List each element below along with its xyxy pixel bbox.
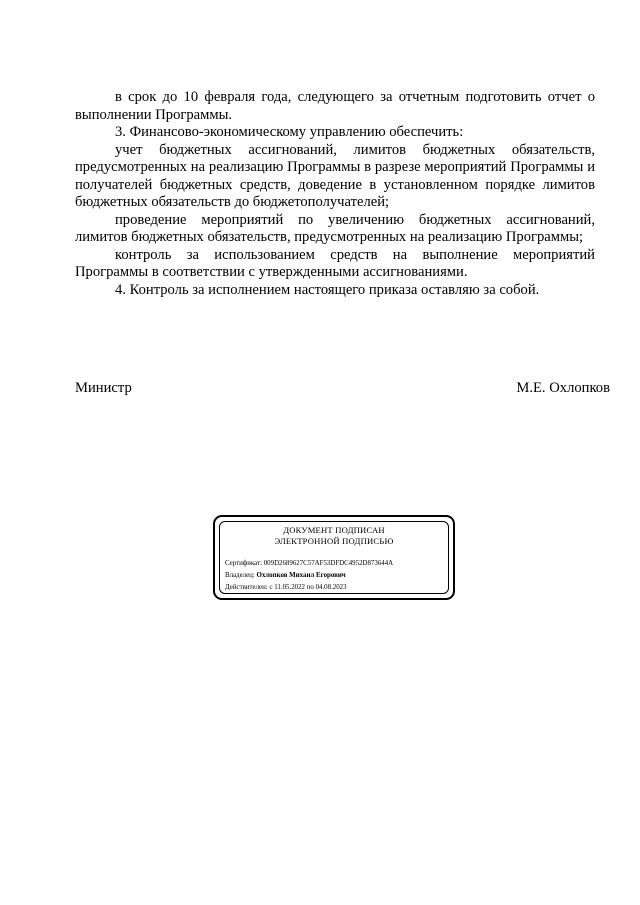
signatory-name: М.Е. Охлопков xyxy=(516,380,610,396)
paragraph-item-3-heading: 3. Финансово-экономическому управлению обеспечить: xyxy=(115,124,464,140)
stamp-certificate-value: 009D2689627C57AF53DFDC4952D873644A xyxy=(263,560,394,567)
paragraph-budget-accounting: учет бюджетных ассигнований, лимитов бюджетных обязательств, предусмотренных на реализацию Программы в разрезе мероприятий Программы и получателей бюджетных средств, доведение в установленном порядке лимитов бюджетных обязательств до бюджетополучателей; xyxy=(75,141,595,210)
stamp-title-line1: ДОКУМЕНТ ПОДПИСАН xyxy=(283,525,385,535)
document-body xyxy=(75,89,595,299)
stamp-certificate-label: Сертификат: xyxy=(225,560,262,567)
stamp-certificate xyxy=(225,560,393,568)
stamp-validity-value: с 11.05.2022 по 04.08.2023 xyxy=(269,584,347,591)
stamp-title-line2: ЭЛЕКТРОННОЙ ПОДПИСЬЮ xyxy=(274,536,394,546)
stamp-owner-label: Владелец: xyxy=(225,572,255,579)
electronic-signature-stamp xyxy=(213,515,455,600)
paragraph-report-deadline: в срок до 10 февраля года, следующего за отчетным подготовить отчет о выполнении Программы. xyxy=(75,89,595,123)
paragraph-item-4-control: 4. Контроль за исполнением настоящего приказа оставляю за собой. xyxy=(115,281,540,298)
paragraph-control-of-funds: контроль за использованием средств на выполнение мероприятий Программы в соответствии с утвержденными ассигнованиями. xyxy=(75,246,595,280)
paragraph-increase-appropriations: проведение мероприятий по увеличению бюджетных ассигнований, лимитов бюджетных обязательств, предусмотренных на реализацию Программы; xyxy=(75,211,595,245)
stamp-validity-label: Действителен: xyxy=(225,584,268,591)
stamp-owner xyxy=(225,572,346,580)
stamp-validity xyxy=(225,584,347,592)
signature-block xyxy=(75,380,610,398)
stamp-owner-value: Охлопков Михаил Егорович xyxy=(256,572,346,579)
signatory-position: Министр xyxy=(75,380,132,396)
